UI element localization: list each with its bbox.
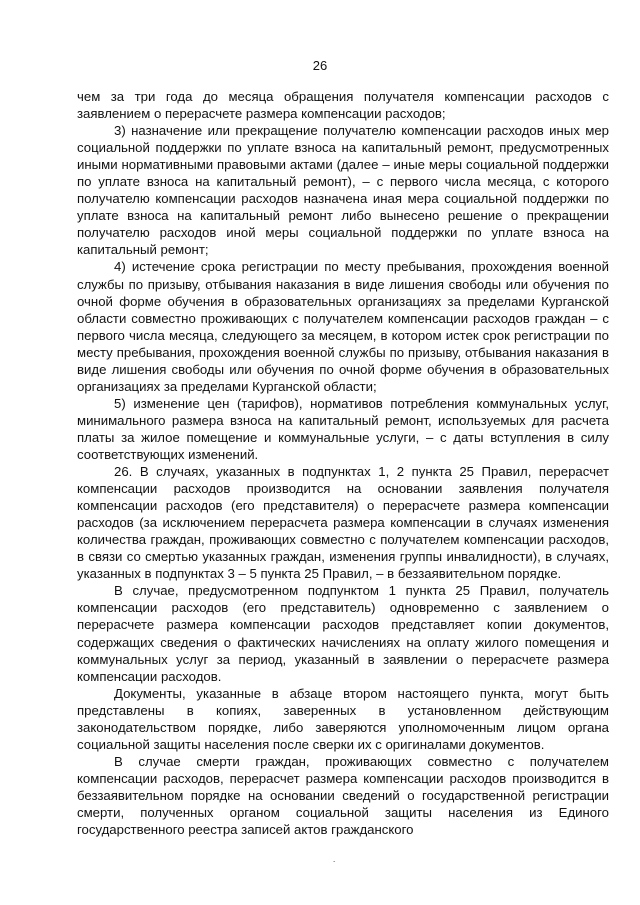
paragraph-clause-26: 26. В случаях, указанных в подпунктах 1, 2 пункта 25 Правил, перерасчет компенсации расходов производится на основании заявления получателя компенсации расходов (его представителя) о перерасчете размера компенсации расходов (за исключением перерасчета размера компенсации в случаях изменения количества граждан, проживающих совместно с получателем компенсации расходов, в связи со смертью указанных граждан, изменения группы инвалидности), в случаях, указанных в подпунктах 3 – 5 пункта 25 Правил, – в беззаявительном порядке. <box>77 464 609 582</box>
document-body <box>77 88 609 838</box>
page-number: 26 <box>312 58 328 73</box>
paragraph-continuation: чем за три года до месяца обращения получателя компенсации расходов с заявлением о перерасчете размера компенсации расходов; <box>77 89 609 122</box>
paragraph-documents: Документы, указанные в абзаце втором настоящего пункта, могут быть представлены в копиях, заверенных в установленном действующим законодательством порядке, либо заверяются уполномоченным лицом органа социальной защиты населения после сверки их с оригиналами документов. <box>77 685 609 752</box>
paragraph-death-case: В случае смерти граждан, проживающих совместно с получателем компенсации расходов, перерасчет размера компенсации расходов производится в беззаявительном порядке на основании сведений о государственной регистрации смерти, полученных органом социальной защиты населения из Единого государственного реестра записей актов гражданского <box>77 753 609 838</box>
paragraph-subitem-5: 5) изменение цен (тарифов), нормативов потребления коммунальных услуг, минимального размера взноса на капитальный ремонт, используемых для расчета платы за жилое помещение и коммунальные услуги, – с даты вступления в силу соответствующих изменений. <box>77 395 609 462</box>
footer-mark: . <box>333 855 336 864</box>
paragraph-subitem-4: 4) истечение срока регистрации по месту пребывания, прохождения военной службы по призыву, отбывания наказания в виде лишения свободы или обучения по очной форме обучения в образовательных организациях за пределами Курганской области совместно проживающих с получателем компенсации расходов граждан – с первого числа месяца, следующего за месяцем, в котором истек срок регистрации по месту пребывания, прохождения военной службы по призыву, отбывания наказания в виде лишения свободы или обучения по очной форме обучения в образовательных организациях за пределами Курганской области; <box>77 259 609 394</box>
paragraph-case-subitem-1: В случае, предусмотренном подпунктом 1 пункта 25 Правил, получатель компенсации расходов (его представитель) одновременно с заявлением о перерасчете размера компенсации расходов представляет копии документов, содержащих сведения о фактических начислениях на оплату жилого помещения и коммунальных услуг за период, указанный в заявлении о перерасчете размера компенсации расходов. <box>77 583 609 684</box>
paragraph-subitem-3: 3) назначение или прекращение получателю компенсации расходов иных мер социальной поддержки по уплате взноса на капитальный ремонт, предусмотренных иными нормативными правовыми актами (далее – иные меры социальной поддержки по уплате взноса на капитальный ремонт), – с первого числа месяца, с которого получателю компенсации расходов назначена иная мера социальной поддержки по уплате взноса на капитальный ремонт либо вынесено решение о прекращении получателю расходов иной меры социальной поддержки по уплате взноса на капитальный ремонт; <box>77 123 609 258</box>
